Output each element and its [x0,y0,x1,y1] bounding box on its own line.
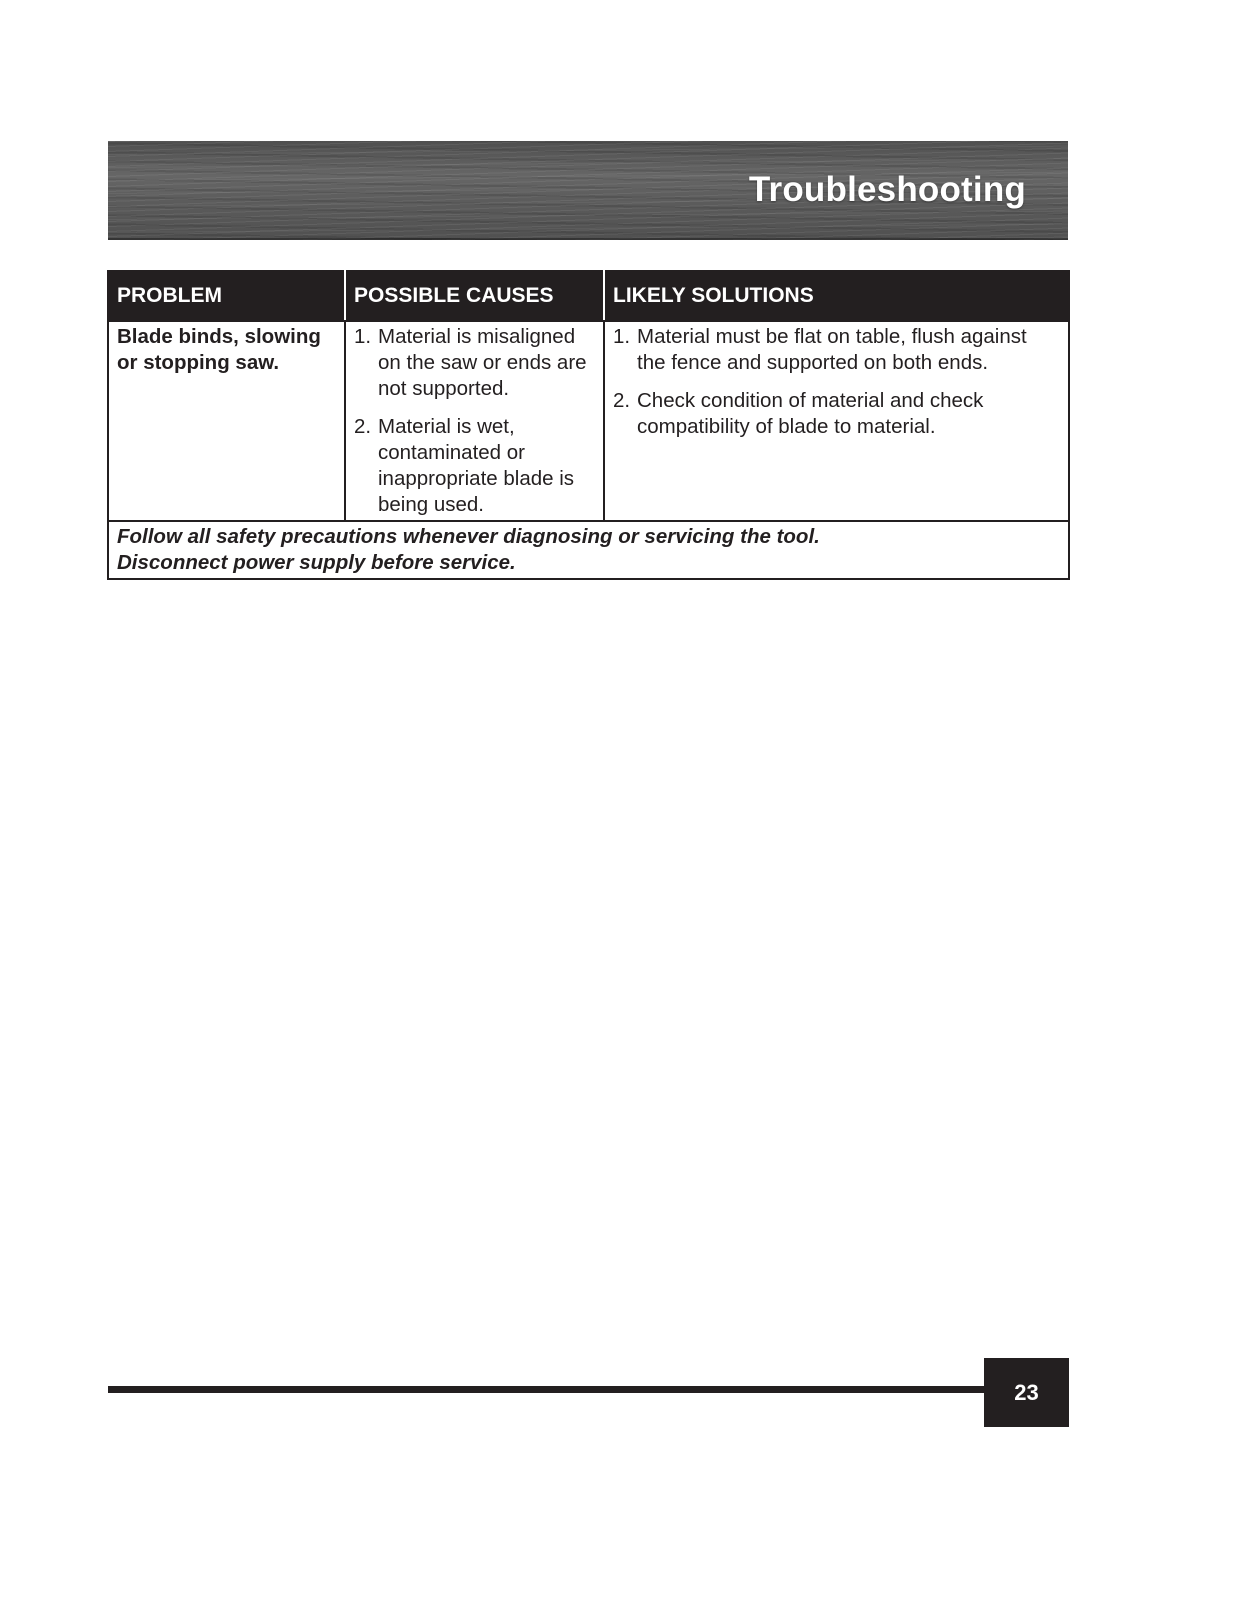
cause-number: 1. [354,325,372,348]
solution-number: 2. [613,389,631,412]
section-banner [108,141,1068,240]
cause-text: Material is misaligned on the saw or ends are not supported. [378,325,587,400]
page-number: 23 [1014,1379,1039,1405]
cause-text: Material is wet, contaminated or inappropriate blade is being used. [378,415,575,516]
causes-cell [345,321,604,521]
problem-cell [108,321,345,521]
solutions-cell [604,321,1069,521]
column-header-possible-causes: POSSIBLE CAUSES [345,271,604,321]
causes-list [354,324,595,518]
column-header-problem: PROBLEM [108,271,345,321]
safety-note-line: Follow all safety precautions whenever diagnosing or servicing the tool. [117,525,820,548]
cause-item [354,414,595,518]
troubleshooting-table [107,270,1068,580]
solution-number: 1. [613,325,631,348]
safety-note-cell [108,521,1069,579]
table-header-row [108,271,1069,321]
safety-note-row [108,521,1069,579]
section-title: Troubleshooting [748,170,1026,209]
cause-number: 2. [354,415,372,438]
solution-text: Check condition of material and check compatibility of blade to material. [637,389,984,438]
table-row [108,321,1069,521]
solution-text: Material must be flat on table, flush against the fence and supported on both ends. [637,325,1027,374]
page-number-box [984,1358,1069,1427]
solution-item [613,388,1060,440]
cause-item [354,324,595,402]
footer-rule [108,1386,986,1393]
solution-item [613,324,1060,376]
solutions-list [613,324,1060,440]
problem-text: Blade binds, slowing or stopping saw. [117,325,321,374]
column-header-likely-solutions: LIKELY SOLUTIONS [604,271,1069,321]
safety-note-line: Disconnect power supply before service. [117,551,516,574]
